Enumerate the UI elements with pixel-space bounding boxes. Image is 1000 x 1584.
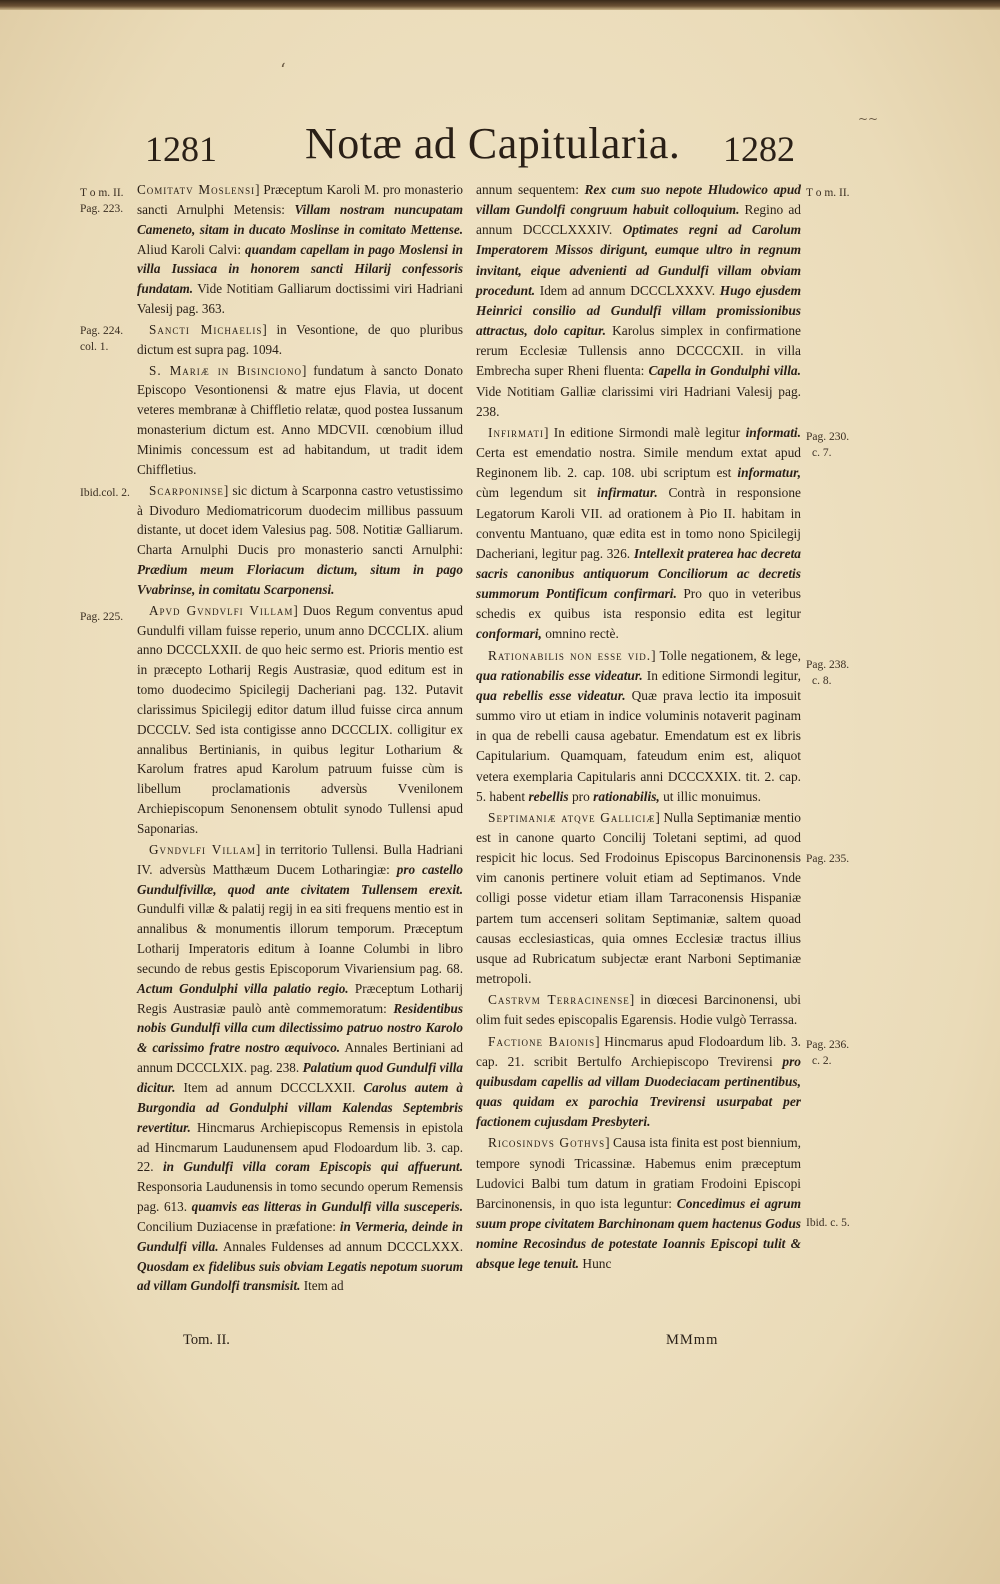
paragraph: Scarponinse] sic dictum à Scarponna castro vetustissimo à Divoduro Mediomatricorum duodecim millibus passuum distante, ut docet idem Valesius pag. 508. Notitiæ Galliarum. Charta Arnulphi Ducis pro monasterio sancti Arnulphi: Prædium meum Floriacum dictum, situm in pago Vvabrinse, in comitatu Scarponensi. xyxy=(137,482,463,597)
paragraph: Sancti Michaelis] in Vesontione, de quo pluribus dictum est supra pag. 1094. xyxy=(137,321,464,357)
margin-note: c. 7. xyxy=(812,447,832,459)
ink-mark: ~~ xyxy=(858,112,879,126)
margin-note: Ibid.col. 2. xyxy=(80,487,130,499)
paragraph: Castrvm Terracinense] in diœcesi Barcinonensi, ubi olim fuit sedes episcopalis Egarensis. Hodie vulgò Terrassa. xyxy=(476,992,801,1028)
page-title: Notæ ad Capitularia. xyxy=(305,119,681,168)
ink-mark: ʻ xyxy=(280,60,286,81)
margin-note: Pag. 236. xyxy=(806,1039,850,1051)
text-column-left xyxy=(137,180,463,1297)
text-column-right xyxy=(476,180,801,1275)
paragraph: Gvndvlfi Villam] in territorio Tullensi. Bulla Hadriani IV. adversùs Matthæum Ducem Lotharingiæ: pro castello Gundulfivillæ, quod ante civitatem Tullensem erexit. Gundulfi villæ & palatij regij in ea siti frequens mentio est in annalibus & monumentis illorum temporum. Præceptum Lotharij Imperatoris editum à Ioanne Columbi in libro secundo de rebus gestis Episcoporum Vivariensium pag. 68. Actum Gondulphi villa palatio regio. Præceptum Lotharij Regis Austrasiæ paulò antè commemoratum: Residentibus nobis Gundulfi villa cum dilectissimo patruo nostro Karolo & carissimo fratre nostro æquivoco. Annales Bertiniani ad annum DCCCLXIX. pag. 238. Palatium quod Gundulfi villa dicitur. Item ad annum DCCCLXXII. Carolus autem à Burgondia ad Gondulphi villam Kalendas Septembris revertitur. Hincmarus Archiepiscopus Remensis in epistola ad Hincmarum Laudunensem apud Flodoardum lib. 3. cap. 22. in Gundulfi villa coram Episcopis qui affuerunt. Responsoria Laudunensis in tomo secundo operum Remensis pag. 613. quamvis eas litteras in Gundulfi villa susceperis. Concilium Duziacense in præfatione: in Vermeria, deinde in Gundulfi villa. Annales Fuldenses ad annum DCCCLXXX. Quosdam ex fidelibus suis obviam Legatis nepotum suorum ad villam Gundolfi transmisit. Item ad xyxy=(137,841,463,1294)
margin-note: Pag. 225. xyxy=(80,611,124,623)
paragraph: annum sequentem: Rex cum suo nepote Hludowico apud villam Gundolfi congruum habuit colloquium. Regino ad annum DCCCLXXXIV. Optimates regni ad Carolum Imperatorem Missos dirigunt, eumque ultro in regnum invitant, eique advenienti ad Gundulfi villam obviam procedunt. Idem ad annum DCCCLXXXV. Hugo ejusdem Heinrici consilio ad Gundulfi villam promissionibus attractus, dolo capitur. Karolus simplex in confirmatione rerum Ecclesiæ Tullensis anno DCCCCXII. in villa Embrecha super Rheni fluenta: Capella in Gondulphi villa. Vide Notitiam Galliæ clarissimi viri Hadriani Valesij pag. 238. xyxy=(476,182,802,419)
margin-note: Pag. 223. xyxy=(80,203,124,215)
footer-volume: Tom. II. xyxy=(183,1332,230,1348)
paragraph: Factione Baionis] Hincmarus apud Flodoardum lib. 3. cap. 21. scribit Bertulfo Archiepiscopo Trevirensi pro quibusdam capellis ad villam Duodeciacam pertinentibus, quas quidam ex parochia Trevirensi usurpabat per factionem cujusdam Presbyteri. xyxy=(476,1033,801,1130)
margin-note: Pag. 230. xyxy=(806,431,850,443)
margin-note: col. 1. xyxy=(80,341,109,353)
margin-note: c. 8. xyxy=(812,675,832,687)
paragraph: Infirmati] In editione Sirmondi malè legitur informati. Certa est emendatio nostra. Simile mendum extat apud Reginonem lib. 2. cap. 108. ubi scriptum est informatur, cùm legendum sit infirmatur. Contrà in responsione Legatorum Karoli VII. ad orationem à Pio II. habitam in conventu Mantuano, quæ edita est in tomo nono Spicilegij Dacheriani, legitur pag. 326. Intellexit praterea hac decreta sacris canonibus antiquorum Conciliorum ac decretis summorum Pontificum confirmari. Pro quo in veteribus schedis ex quibus ista responsio edita est legitur conformari, omnino rectè. xyxy=(476,424,801,642)
page-top-edge xyxy=(0,0,1000,10)
margin-note: T o m. II. xyxy=(806,187,850,199)
page-number-left: 1281 xyxy=(145,129,217,169)
margin-note: Pag. 224. xyxy=(80,325,124,337)
margin-note: c. 2. xyxy=(812,1055,832,1067)
margin-note: Ibid. c. 5. xyxy=(806,1217,850,1229)
margin-note: Pag. 238. xyxy=(806,659,850,671)
margin-note: Pag. 235. xyxy=(806,853,850,865)
paragraph: Septimaniæ atqve Galliciæ] Nulla Septimaniæ mentio est in canone quarto Concilij Toletani septimi, ad quod respicit hic locus. Sed Frodoinus Episcopus Barcinonensis vim canonis pertinere voluit etiam ad Septimanos. Vnde colligi posse videtur etiam illam Tarraconensis Hispaniæ partem tum accenseri solitam Septimaniæ, saltem quoad causas ecclesiasticas, quia omnes Ecclesiæ tractus illius usque ad Rubricatum subjectæ erant Narboni Septimaniæ metropoli. xyxy=(476,809,801,987)
paragraph: Comitatv Moslensi] Præceptum Karoli M. pro monasterio sancti Arnulphi Metensis: Villam nostram nuncupatam Cameneto, sitam in ducato Moslinse in comitato Mettense. Aliud Karoli Calvi: quandam capellam in pago Moslensi in villa Iussiaca in honorem sancti Hilarij confessoris fundatam. Vide Notitiam Galliarum doctissimi viri Hadriani Valesij pag. 363. xyxy=(137,182,463,317)
paragraph: S. Mariæ in Bisinciono] fundatum à sancto Donato Episcopo Vesontionensi & matre ejus Flavia, ut docent veteres membranæ à Chiffletio relatæ, quod postea Iussanum monasterium dictum est. Anno MDCVII. cœnobium illud Minimis concessum est ad habitandum, ut tradit idem Chiffletius. xyxy=(137,362,463,477)
margin-note: T o m. II. xyxy=(80,187,124,199)
paragraph: Apvd Gvndvlfi Villam] Duos Regum conventus apud Gundulfi villam fuisse reperio, unum anno DCCCLIX. alium anno DCCCLXXII. de quo heic sermo est. Prioris mentio est in præcepto Lotharij Regis Austrasiæ, quod editum est in tomo duodecimo Spicilegij Dacheriani pag. 132. Putavit clarissimus Spicilegij editor datum illud fuisse circa annum DCCCLV. Sed ista contigisse anno DCCCLIX. colligitur ex annalibus Bertinianis, in quibus legitur Lotharium & Karolum fratres apud Karolum patruum fuisse cùm is libellum proclamationis adversùs Vvenilonem Archiepiscopum Senonensem obtulit synodo Tullensi apud Saponarias. xyxy=(137,602,463,836)
signature-mark: MMmm xyxy=(666,1332,719,1348)
page-number-right: 1282 xyxy=(723,129,795,169)
paragraph: Ricosindvs Gothvs] Causa ista finita est post biennium, tempore synodi Tricassinæ. Habemus enim præceptum Ludovici Balbi tum datum in gratiam Frodoini Episcopi Barcinonensis, in quo ista leguntur: Concedimus ei agrum suum prope civitatem Barchinonam quem hactenus Godus nomine Recosindus de potestate Ioannis Episcopi tulit & absque lege tenuit. Hunc xyxy=(476,1135,801,1272)
paragraph: Rationabilis non esse vid.] Tolle negationem, & lege, qua rationabilis esse videatur. In editione Sirmondi legitur, qua rebellis esse videatur. Quæ prava lectio ita imposuit summo viro ut etiam in indice voluminis notaverit paginam in qua de rebelli causa agebatur. Emendatum est ex libris Capitularium. Quamquam, fateudum enim est, aliquot vetera exemplaria Capitularis anni DCCCXXIX. tit. 2. cap. 5. habent rebellis pro rationabilis, ut illic monuimus. xyxy=(476,647,801,804)
